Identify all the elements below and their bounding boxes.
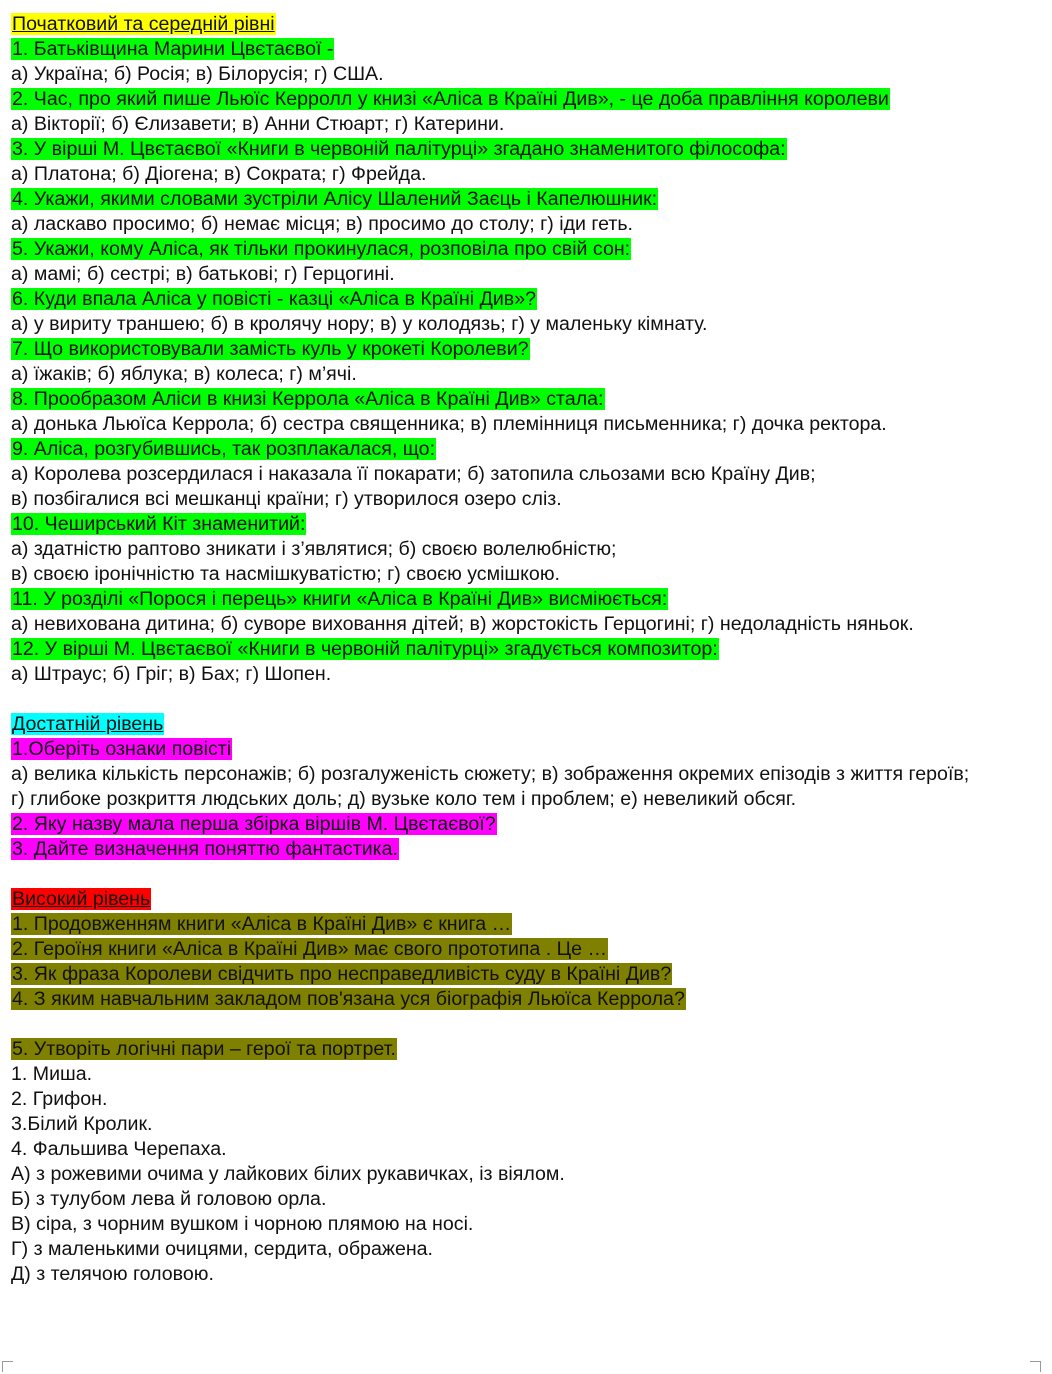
question-text: 3. У вірші М. Цвєтаєвої «Книги в червоній палітурці» згадано знаменитого філософа: — [12, 138, 786, 160]
question — [11, 837, 1029, 862]
page-corner-mark-right — [1030, 1361, 1041, 1372]
question — [11, 962, 1029, 987]
answer-options: в) своєю іронічністю та насмішкуватістю; г) своєю усмішкою. — [11, 563, 560, 585]
question-text: 4. З яким навчальним закладом пов'язана уся біографія Льюїса Керрола? — [12, 988, 685, 1010]
question-text: 10. Чеширський Кіт знаменитий: — [12, 513, 306, 535]
question — [11, 512, 1029, 537]
question — [11, 637, 1029, 662]
question-text: 2. Яку назву мала перша збірка віршів М. Цвєтаєвої? — [12, 813, 496, 835]
question-text: 1.Оберіть ознаки повісті — [12, 738, 232, 760]
question — [11, 337, 1029, 362]
heading-basic-text: Початковий та середній рівні — [12, 13, 275, 35]
heading-sufficient-text: Достатній рівень — [12, 713, 164, 735]
section-heading-high — [11, 887, 1029, 912]
question-text: 7. Що використовували замість куль у крокеті Королеви? — [12, 338, 529, 360]
spacer — [11, 687, 1029, 712]
question-text: 12. У вірші М. Цвєтаєвої «Книги в червоній палітурці» згадується композитор: — [12, 638, 718, 660]
answer-options: в) позбігалися всі мешканці країни; г) утворилося озеро сліз. — [11, 488, 562, 510]
portrait-item: Д) з телячою головою. — [11, 1263, 214, 1285]
answer-options: а) у вириту траншею; б) в кролячу нору; в) у колодязь; г) у маленьку кімнату. — [11, 313, 708, 335]
question — [11, 137, 1029, 162]
answer-options: а) Вікторії; б) Єлизавети; в) Анни Стюарт; г) Катерини. — [11, 113, 505, 135]
spacer — [11, 862, 1029, 887]
answer-options: а) здатністю раптово зникати і з’являтися; б) своєю волелюбністю; — [11, 538, 617, 560]
section-heading-basic — [11, 12, 1029, 37]
section-heading-sufficient — [11, 712, 1029, 737]
portrait-item: Б) з тулубом лева й головою орла. — [11, 1188, 327, 1210]
question-text: 9. Аліса, розгубившись, так розплакалася, що: — [12, 438, 436, 460]
heading-high-text: Високий рівень — [12, 888, 151, 910]
question-text: 8. Прообразом Аліси в книзі Керрола «Аліса в Країні Див» стала: — [12, 388, 604, 410]
answer-options: а) невихована дитина; б) суворе виховання дітей; в) жорстокість Герцогині; г) недоладність няньок. — [11, 613, 914, 635]
question — [11, 237, 1029, 262]
question-text: 4. Укажи, якими словами зустріли Алісу Шалений Заєць і Капелюшник: — [12, 188, 658, 210]
answer-options: а) ласкаво просимо; б) немає місця; в) просимо до столу; г) іди геть. — [11, 213, 634, 235]
answer-options: а) мамі; б) сестрі; в) батькові; г) Герцогині. — [11, 263, 395, 285]
answer-options: а) велика кількість персонажів; б) розгалуженість сюжету; в) зображення окремих епізодів з життя героїв; — [11, 763, 970, 785]
portrait-item: Г) з маленькими очицями, сердита, ображена. — [11, 1238, 434, 1260]
question — [11, 587, 1029, 612]
answer-options: а) Платона; б) Діогена; в) Сократа; г) Фрейда. — [11, 163, 427, 185]
answer-options: а) Королева розсердилася і наказала її покарати; б) затопила сльозами всю Країну Див; — [11, 463, 816, 485]
hero-item: 1. Миша. — [11, 1063, 93, 1085]
question-text: 3. Дайте визначення поняттю фантастика. — [12, 838, 398, 860]
hero-item: 3.Білий Кролик. — [11, 1113, 153, 1135]
question — [11, 812, 1029, 837]
question-text: 6. Куди впала Аліса у повісті - казці «Аліса в Країні Див»? — [12, 288, 537, 310]
spacer — [11, 1012, 1029, 1037]
question — [11, 37, 1029, 62]
question-text: 11. У розділі «Порося і перець» книги «Аліса в Країні Див» висміюється: — [12, 588, 668, 610]
question — [11, 387, 1029, 412]
pairs-title: 5. Утворіть логічні пари – герої та портрет. — [12, 1038, 396, 1060]
answer-options: а) Україна; б) Росія; в) Білорусія; г) США. — [11, 63, 384, 85]
question-text: 5. Укажи, кому Аліса, як тільки прокинулася, розповіла про свій сон: — [12, 238, 631, 260]
hero-item: 4. Фальшива Черепаха. — [11, 1138, 227, 1160]
hero-item: 2. Грифон. — [11, 1088, 108, 1110]
question — [11, 87, 1029, 112]
portrait-item: В) сіра, з чорним вушком і чорною плямою на носі. — [11, 1213, 474, 1235]
question-text: 2. Час, про який пише Льюїс Керролл у книзі «Аліса в Країні Див», - це доба правління королеви — [12, 88, 889, 110]
question — [11, 912, 1029, 937]
portrait-item: А) з рожевими очима у лайкових білих рукавичках, із віялом. — [11, 1163, 565, 1185]
answer-options: а) донька Льюїса Керрола; б) сестра священника; в) племінниця письменника; г) дочка ректора. — [11, 413, 887, 435]
question — [11, 1037, 1029, 1062]
document-page — [11, 12, 1029, 1287]
question — [11, 187, 1029, 212]
question-text: 1. Продовженням книги «Аліса в Країні Див» є книга … — [12, 913, 512, 935]
answer-options: а) Штраус; б) Гріг; в) Бах; г) Шопен. — [11, 663, 332, 685]
question — [11, 937, 1029, 962]
question — [11, 287, 1029, 312]
question — [11, 987, 1029, 1012]
question — [11, 737, 1029, 762]
question-text: 1. Батьківщина Марини Цвєтаєвої - — [12, 38, 334, 60]
question-text: 2. Героїня книги «Аліса в Країні Див» має свого прототипа . Це … — [12, 938, 608, 960]
page-corner-mark-left — [2, 1361, 13, 1372]
answer-options: а) їжаків; б) яблука; в) колеса; г) м’ячі. — [11, 363, 357, 385]
answer-options: г) глибоке розкриття людських доль; д) вузьке коло тем і проблем; е) невеликий обсяг. — [11, 788, 797, 810]
question — [11, 437, 1029, 462]
question-text: 3. Як фраза Королеви свідчить про несправедливість суду в Країні Див? — [12, 963, 672, 985]
